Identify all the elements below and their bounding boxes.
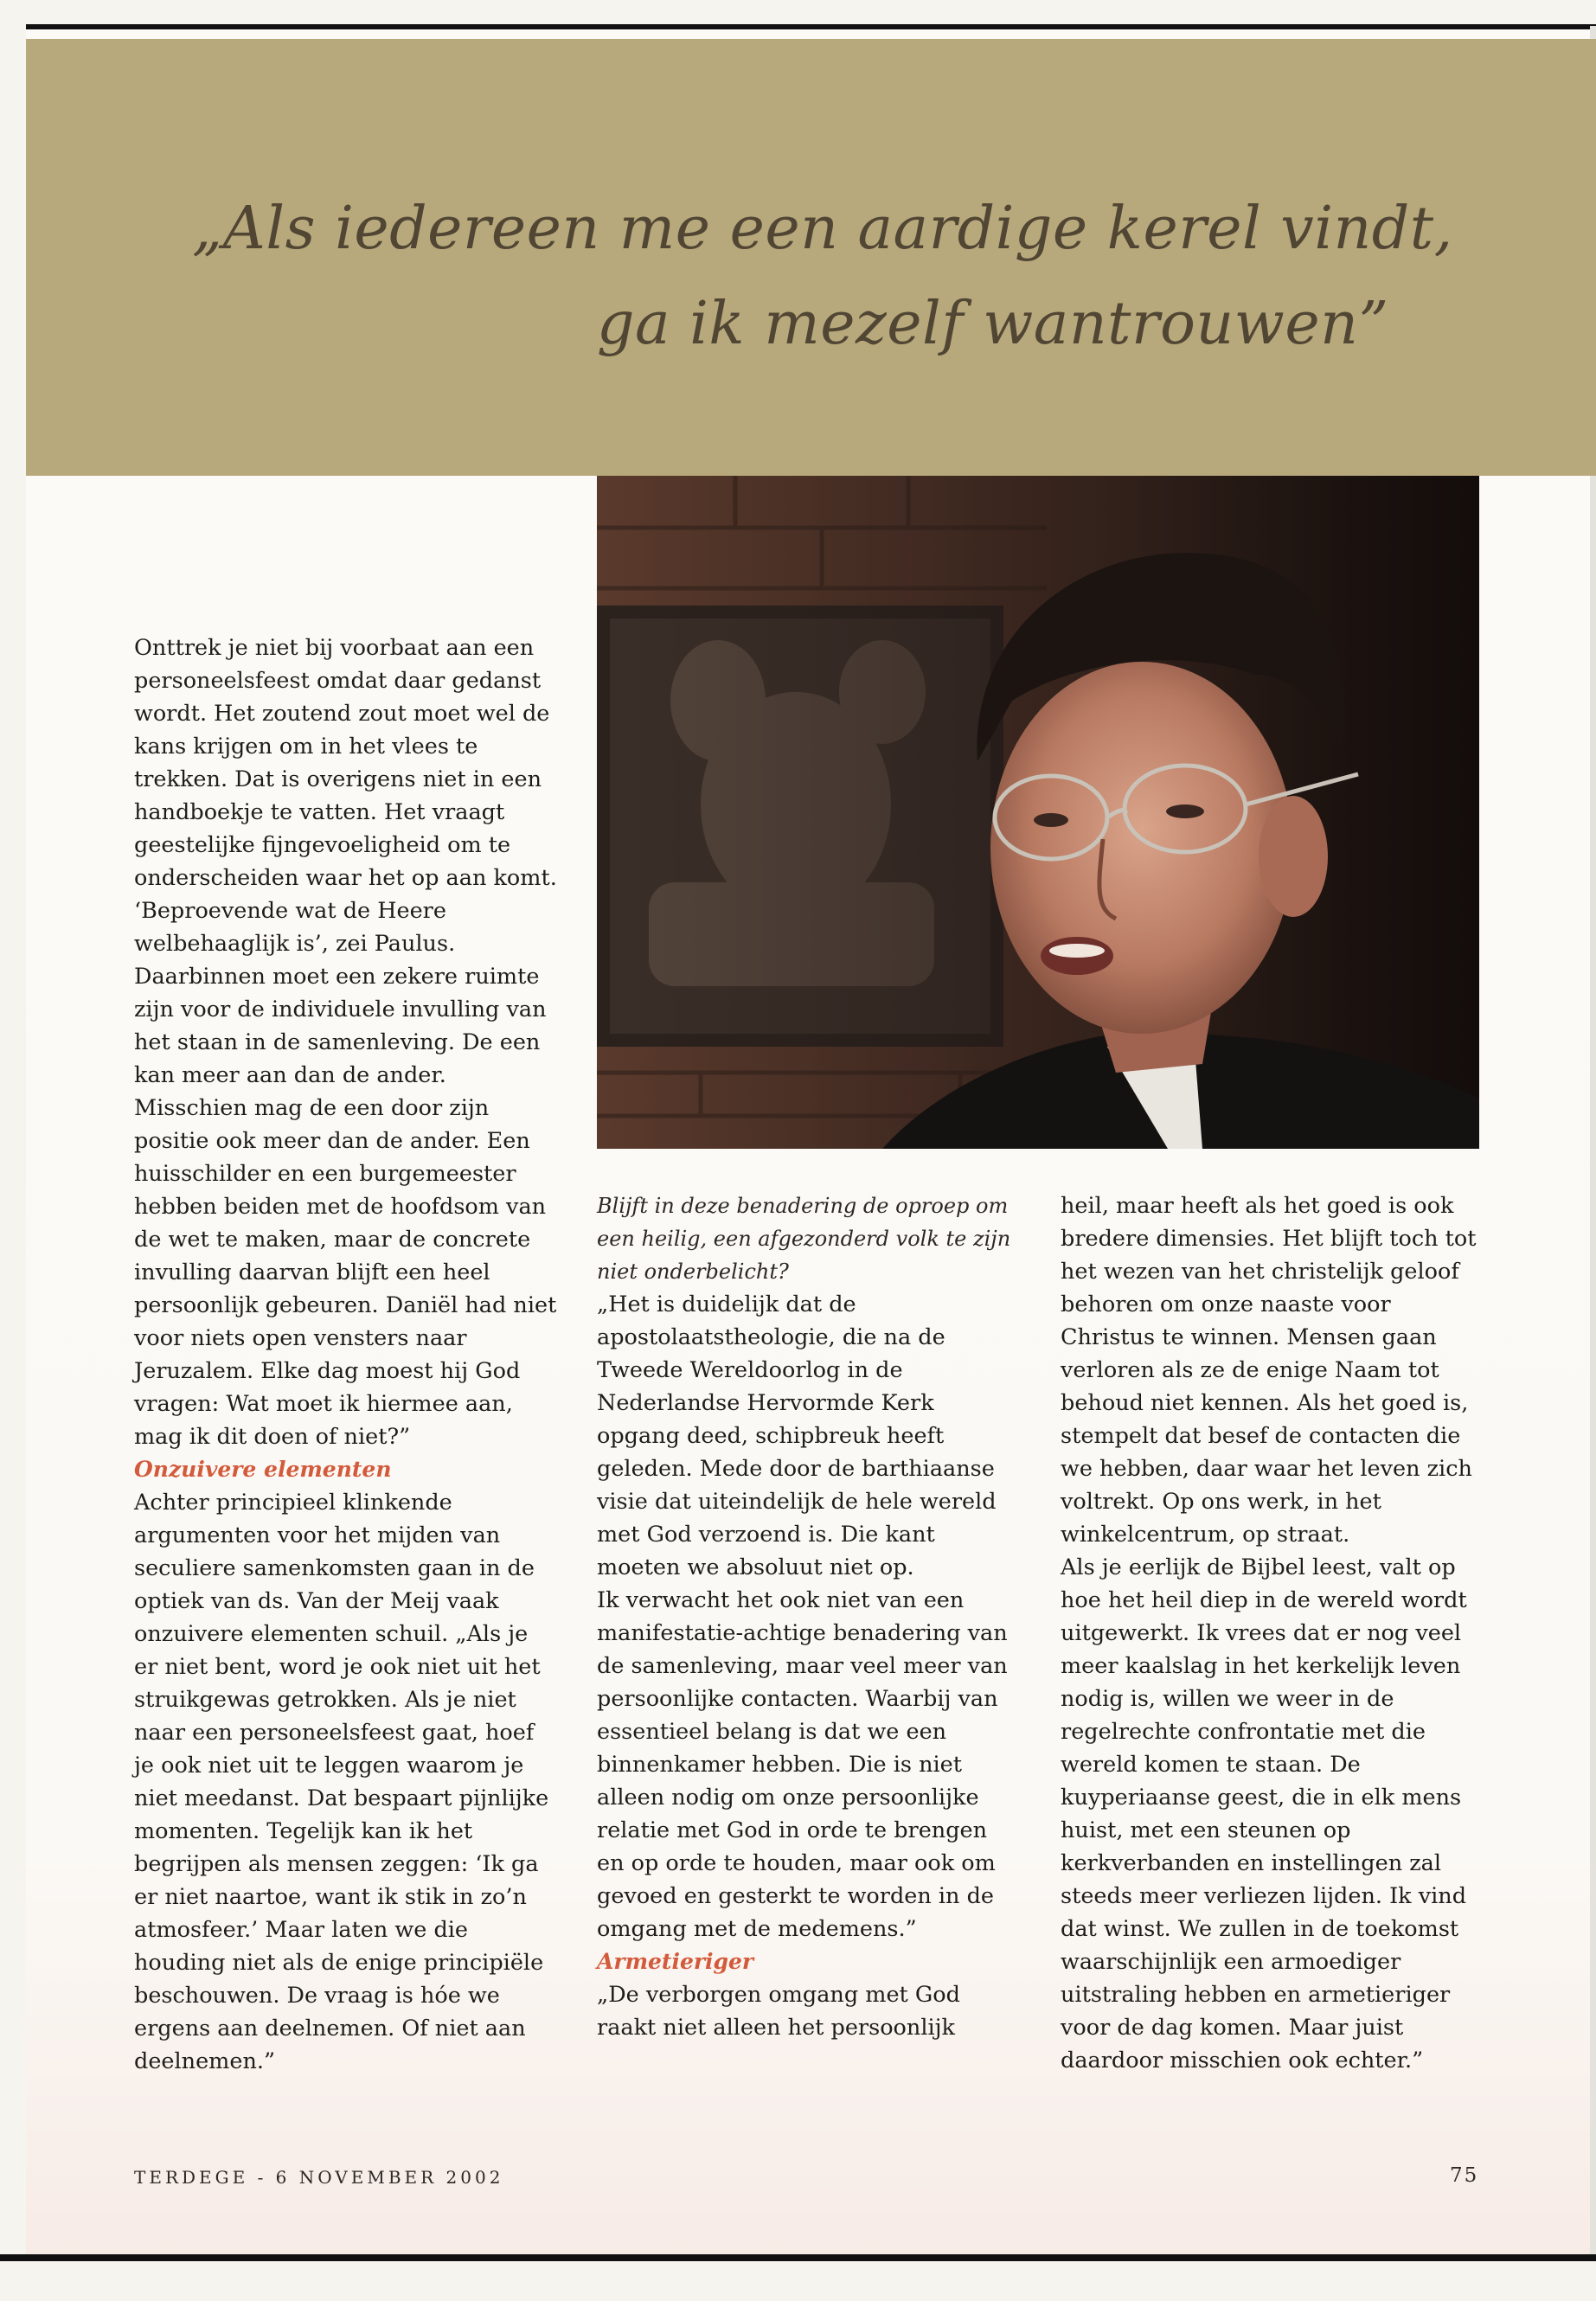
top-rule [26, 24, 1596, 29]
column-2-paragraph-1: „Het is duidelijk dat de apostolaatstheologie, die na de Tweede Wereldoorlog in de Nederlandse Hervormde Kerk opgang deed, schipbreuk heeft geleden. Mede door de barthiaanse visie dat uiteindelijk de hele wereld met God verzoend is. Die kant moeten we absoluut niet op. [597, 1292, 997, 1580]
column-2-paragraph-3: „De verborgen omgang met God raakt niet alleen het persoonlijk [597, 1982, 960, 2041]
headline-line-2: ga ik mezelf wantrouwen” [597, 290, 1389, 358]
column-1-paragraph-1: Onttrek je niet bij voorbaat aan een personeelsfeest omdat daar gedanst wordt. Het zoutend zout moet wel de kans krijgen om in het vlees te trekken. Dat is overigens niet in een handboekje te vatten. Het vraagt geestelijke fijngevoeligheid om te onderscheiden waar het op aan komt. ‘Beproevende wat de Heere welbehaaglijk is’, zei Paulus. Daarbinnen moet een zekere ruimte zijn voor de individuele invulling van het staan in de samenleving. De een kan meer aan dan de ander. Misschien mag de een door zijn positie ook meer dan de ander. Een huisschilder en een burgemeester hebben beiden met de hoofdsom van de wet te maken, maar de concrete invulling daarvan blijft een heel persoonlijk gebeuren. Daniël had niet voor niets open vensters naar Jeruzalem. Elke dag moest hij God vragen: Wat moet ik hiermee aan, mag ik dit doen of niet?” [134, 635, 557, 1450]
headline-line-1: „Als iedereen me een aardige kerel vindt, [192, 195, 1453, 263]
column-1-paragraph-2: Achter principieel klinkende argumenten voor het mijden van seculiere samenkomsten gaan in de optiek van ds. Van der Meij vaak onzuivere elementen schuil. „Als je er niet bent, word je ook niet uit het struikgewas getrokken. Als je niet naar een personeelsfeest gaat, hoef je ook niet uit te leggen waarom je niet meedanst. Dat bespaart pijnlijke momenten. Tegelijk kan ik het begrijpen als mensen zeggen: ‘Ik ga er niet naartoe, want ik stik in zo’n atmosfeer.’ Maar laten we die houding niet als de enige principiële beschouwen. De vraag is hóe we ergens aan deelnemen. Of niet aan deelnemen.” [134, 1490, 549, 2074]
page-number: 75 [1450, 2164, 1479, 2187]
bottom-rule [0, 2254, 1596, 2261]
column-2-paragraph-2: Ik verwacht het ook niet van een manifestatie-achtige benadering van de samenleving, maar veel meer van persoonlijke contacten. Waarbij van essentieel belang is dat we een binnenkamer hebben. Die is niet alleen nodig om onze persoonlijke relatie met God in orde te brengen en op orde te houden, maar ook om gevoed en gesterkt te worden in de omgang met de medemens.” [597, 1587, 1008, 1942]
subhead-armetieriger: Armetieriger [597, 1949, 754, 1974]
publication-footer: TERDEGE - 6 NOVEMBER 2002 [134, 2167, 504, 2188]
article-column-1 [134, 631, 558, 2078]
portrait-photo [597, 476, 1479, 1149]
article-column-2 [597, 1189, 1012, 2044]
column-3-paragraph-1: heil, maar heeft als het goed is ook bredere dimensies. Het blijft toch tot het wezen van het christelijk geloof behoren om onze naaste voor Christus te winnen. Mensen gaan verloren als ze de enige Naam tot behoud niet kennen. Als het goed is, stempelt dat besef de contacten die we hebben, daar waar het leven zich voltrekt. Op ons werk, in het winkelcentrum, op straat. [1061, 1193, 1477, 1548]
portrait-photo-icon [597, 476, 1479, 1149]
article-column-3 [1061, 1189, 1484, 2077]
interview-question: Blijft in deze benadering de oproep om een heilig, een afgezonderd volk te zijn niet onderbelicht? [597, 1194, 1011, 1284]
subhead-onzuivere-elementen: Onzuivere elementen [134, 1457, 392, 1482]
column-3-paragraph-2: Als je eerlijk de Bijbel leest, valt op hoe het heil diep in de wereld wordt uitgewerkt. Ik vrees dat er nog veel meer kaalslag in het kerkelijk leven nodig is, willen we weer in de regelrechte confrontatie met die wereld komen te staan. De kuyperiaanse geest, die in elk mens huist, met een steunen op kerkverbanden en instellingen zal steeds meer verliezen lijden. Ik vind dat winst. We zullen in de toekomst waarschijnlijk een armoediger uitstraling hebben en armetieriger voor de dag komen. Maar juist daardoor misschien ook echter.” [1061, 1554, 1467, 2073]
